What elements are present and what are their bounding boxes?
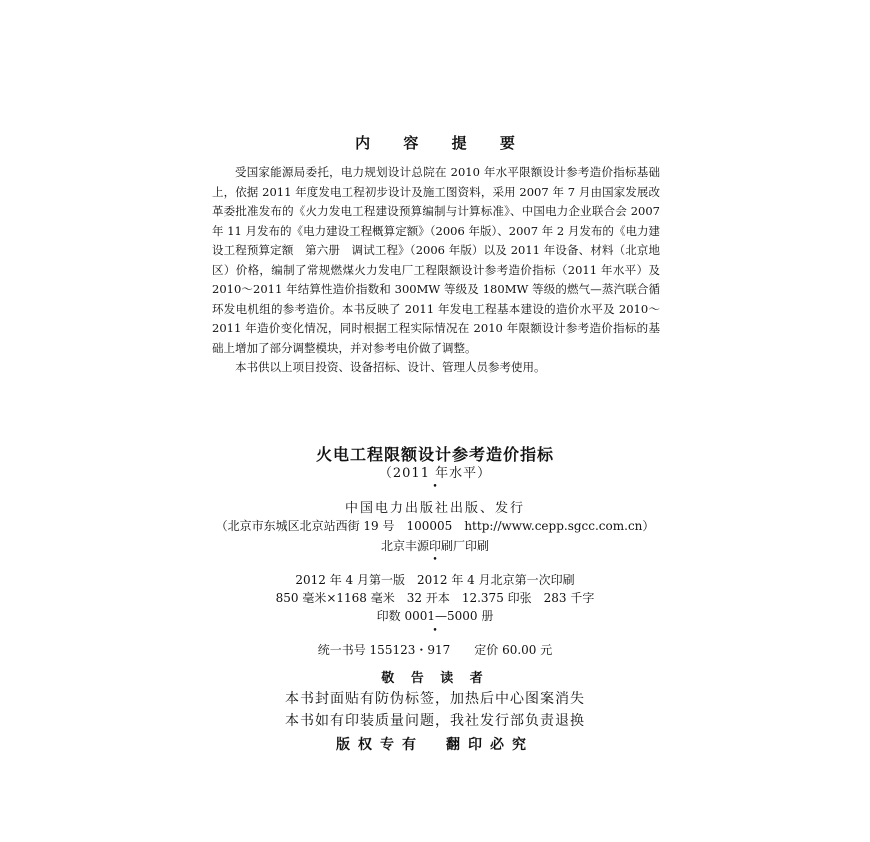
separator-dot-3: • [432, 626, 438, 636]
edition: （2011 年水平） [378, 466, 492, 481]
print-edition: 2012 年 4 月第一版 2012 年 4 月北京第一次印刷 [295, 573, 575, 587]
print-format: 850 毫米×1168 毫米 32 开本 12.375 印张 283 千字 [275, 591, 595, 605]
print-run: 印数 0001—5000 册 [376, 609, 494, 623]
publisher-address: （北京市东城区北京站西街 19 号 100005 http://www.cepp.sgcc.com.cn） [215, 519, 655, 533]
isbn-price: 统一书号 155123・917 定价 60.00 元 [317, 643, 553, 657]
separator-dot-1: • [432, 482, 438, 492]
notice-line-1: 本书封面贴有防伪标签，加热后中心图案消失 [285, 691, 585, 707]
notice-line-2: 本书如有印装质量问题，我社发行部负责退换 [285, 713, 585, 729]
summary-paragraph-2: 本书供以上项目投资、设备招标、设计、管理人员参考使用。 [235, 360, 546, 374]
separator-dot-2: • [432, 555, 438, 565]
publisher: 中国电力出版社出版、发行 [344, 501, 525, 516]
rights-reserved: 版权专有 翻印必究 [336, 737, 534, 753]
notice-title: 敬 告 读 者 [381, 671, 489, 686]
book-title: 火电工程限额设计参考造价指标 [315, 445, 554, 464]
summary-paragraph-1: 受国家能源局委托，电力规划设计总院在 2010 年水平限额设计参考造价指标基础上，依据 2011 年度发电工程初步设计及施工图资料，采用 2007 年 7 月由国家发展改革委批准发布的《火力发电工程建设预算编制与计算标准》、中国电力企业联合会 2007 年 11 月发布的《电力建设工程概算定额》（2006 年版）、2007 年 2 月发布的《电力建设工程预算定额 第六册 调试工程》（2006 年版）以及 2011 年设备、材料（北京地区）价格，编制了常规燃煤火力发电厂工程限额设计参考造价指标（2011 年水平）及 2010～2011 年结算性造价指数和 300MW 等级及 180MW 等级的燃气—蒸汽联合循环发电机组的参考造价。本书反映了 2011 年发电工程基本建设的造价水平及 2010～2011 年造价变化情况，同时根据工程实际情况在 2010 年限额设计参考造价指标的基础上增加了部分调整模块，并对参考电价做了调整。 [212, 165, 660, 355]
summary-title: 内 容 提 要 [355, 134, 529, 152]
summary-text [212, 163, 660, 378]
printer: 北京丰源印刷厂印刷 [380, 539, 489, 553]
